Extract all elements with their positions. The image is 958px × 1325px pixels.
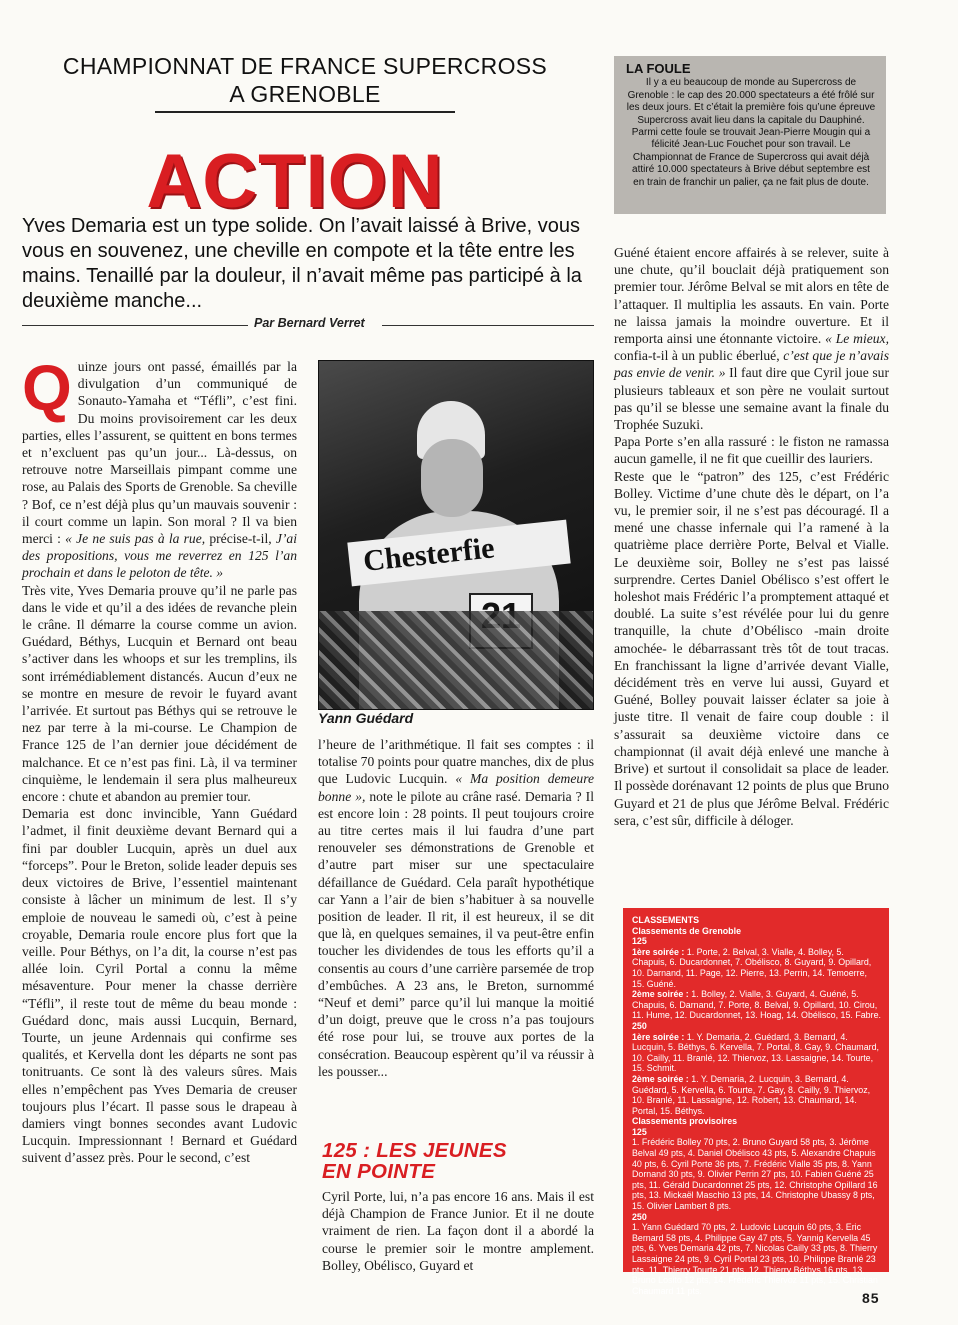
paragraph: uinze jours ont passé, émaillés par la divulgation d’un communiqué de Sonauto-Yamaha et “Téfli”, c’est fini. Du moins provisoirement car les deux parties, elles l’assurent, se quittent en bons termes et n’excluent pas qu’un jour... Là-dessus, on retrouve notre Marseillais pimpant comme une rose, au Palais des Sports de Grenoble. Sa cheville ? Bof, ce n’est déjà plus qu’un mauvais souvenir : il court comme un lapin. Son moral ? Il va bien merci : « Je ne suis pas à la rue, précise-t-il, J’ai des propositions, vous me reverrez en 125 l’an prochain et dans le peloton de tête. »	[22, 359, 297, 581]
byline	[22, 316, 594, 334]
results-category-250: 250	[632, 1020, 647, 1031]
results-entry: 1ère soirée : 1. Porte, 2. Belval, 3. Vialle, 4. Bolley, 5. Chapuis, 6. Ducardonnet, 7. Obélisco, 8. Guyard, 9. Opillard, 10. Darnand, 11. Page, 12. Pierre, 13. Perrin, 14. Temoerre, 15. Guéné.	[632, 946, 872, 989]
sidebar-text: Il y a eu beaucoup de monde au Supercross de Grenoble : le cap des 20.000 spectateurs a été frôlé sur les deux jours. Et c’était la première fois qu’une épreuve Supercross avait lieu dans la capitale du Dauphiné. Parmi cette foule se trouvait Jean-Pierre Mougin qui a félicité Jean-Luc Fouchet pour son travail. Le Championnat de France de Supercross qui avait déjà attiré 10.000 spectateurs à Brive début septembre est en train de franchir un palier, ça ne fait plus de doute.	[626, 77, 876, 188]
photo-caption: Yann Guédard	[318, 710, 414, 726]
section-subheading	[322, 1140, 592, 1182]
page-number: 85	[862, 1290, 880, 1306]
results-entry: 1. Frédéric Bolley 70 pts, 2. Bruno Guyard 58 pts, 3. Jérôme Belval 49 pts, 4. Daniel Obélisco 43 pts, 5. Alexandre Chapuis 40 pts, 6. Cyril Porte 36 pts, 7. Frédéric Vialle 35 pts, 8. Yann Dornand 30 pts, 9. Olivier Perrin 27 pts, 10. Fabien Guéné 25 pts, 11. Gérald Ducardonnet 25 pts, 12. Christophe Opillard 16 pts, 13. Mickaël Maschio 13 pts, 14. Christophe Ubassy 8 pts, 15. Olivier Lambert 8 pts.	[632, 1137, 878, 1212]
article-column-2	[318, 736, 594, 1080]
paragraph: Demaria est donc invincible, Yann Guédard l’admet, il finit deuxième devant Bernard qui a fini par doubler Lucquin, après un duel aux “forceps”. Pour le Breton, solide leader depuis ses deux victoires de Brive, l’essentiel maintenant consiste à lâcher un minimum de lest. Il s’y emploie de nouveau le samedi où, c’est à peine croyable, Demaria roule encore plus fort que la veille. Pour Béthys, on l’a dit, la course n’est pas allée loin. Cyril Portal a connu la même mésaventure. Pour mener la chasse derrière “Téfli”, il reste tout de même du beau monde : Guédard donc, mais aussi Lucquin, Bernard, Tourte, un jeune Ardennais qui confirme ses qualités, et Kervella dont les départs ne sont pas tonitruants. Ce sont là des valeurs sûres. Mais elles n’empêchent pas Yves Demaria de creuser toujours plus l’écart. Il passe sous le drapeau à damiers vingt bonnes secondes avant Ludovic Lucquin. Impressionnant ! Bernard et Guédard suivent d’assez près. Pour le second, c’est	[22, 806, 297, 1166]
drop-cap: Q	[22, 352, 72, 424]
results-prov-125-label: 125	[632, 1126, 647, 1137]
supertitle-underline	[155, 111, 455, 113]
results-title: CLASSEMENTS	[632, 915, 700, 925]
article-column-2-continued	[322, 1188, 594, 1274]
paragraph: Très vite, Yves Demaria prouve qu’il ne parle pas dans le vide et qu’il a des idées de revanche plein le crâne. Il démarre la course comme un avion. Guédard, Béthys, Lucquin et Bernard ont beau s’activer dans les whoops et sur les tremplins, ils sont irrémédiablement distancés. Aucun d’eux ne se montre en mesure de revoir le fuyard avant l’arrivée. Et surtout pas Béthys qui se retrouve le nez par terre à la mi-course. Le Champion de France 125 de l’an dernier joue décidément de malchance. Et ce n’est pas fini. Là, il va terminer cinquième, le lendemain il sera plus malheureux encore : chute et abandon au premier tour.	[22, 582, 297, 805]
paragraph: Papa Porte s’en alla rassuré : le fiston ne ramassa aucun gamelle, il ne fit que cueillir des lauriers.	[614, 434, 889, 467]
headline: ACTION	[146, 139, 444, 224]
photo-banner: Chesterfie	[347, 520, 570, 587]
results-box	[623, 908, 889, 1296]
results-prov-250-label: 250	[632, 1211, 647, 1222]
article-column-3	[614, 244, 889, 829]
byline-text: Par Bernard Verret	[254, 316, 365, 330]
results-category-125: 125	[632, 936, 647, 947]
supertitle-line-2: A GRENOBLE	[229, 81, 381, 107]
byline-rule-right	[382, 325, 594, 326]
results-entry: 2ème soirée : 1. Bolley, 2. Vialle, 3. Guyard, 4. Guéné, 5. Chapuis, 6. Darnand, 7. Porte, 8. Belval, 9. Opillard, 10. Cirou, 11. Hume, 12. Ducardonnet, 13. Hoag, 14. Obélisco, 15. Fabre.	[632, 989, 881, 1021]
sidebar-title: LA FOULE	[626, 61, 691, 76]
byline-rule-left	[22, 325, 248, 326]
supertitle-line-1: CHAMPIONNAT DE FRANCE SUPERCROSS	[62, 53, 548, 79]
paragraph: Cyril Porte, lui, n’a pas encore 16 ans. Mais il est déjà Champion de France Junior. Et il ne doute vraiment de rien. La façon dont il a abordé la course le premier soir le montre amplement. Bolley, Obélisco, Guyard et	[322, 1189, 594, 1273]
sidebar-box-la-foule	[614, 56, 886, 214]
rider-photo	[318, 360, 594, 710]
article-column-1	[22, 352, 297, 1167]
subheading-line-1: 125 : LES JEUNES	[322, 1139, 507, 1162]
results-subtitle-provisional: Classements provisoires	[632, 1116, 738, 1127]
results-subtitle-grenoble: Classements de Grenoble	[632, 925, 742, 936]
results-entry: 1. Yann Guédard 70 pts, 2. Ludovic Lucquin 60 pts, 3. Eric Bernard 58 pts, 4. Philippe Gay 47 pts, 5. Yannig Kervella 45 pts, 6. Yves Demaria 42 pts, 7. Nicolas Cailly 33 pts, 8. Thierry Lassaigne 24 pts, 9. Cyril Portal 23 pts, 10. Philippe Branlé 23 pts, 11. Thierry Tourte 21 pts, 12. Thierry Béthys 16 pts, 13. Bruno Losito 12 pts, 14. Frédéric Thiervoz 11 pts, 15. Christian Chaumard 11 pts.	[632, 1222, 878, 1296]
paragraph: Guéné étaient encore affairés à se relever, suite à une chute, qu’il bouclait déjà pratiquement son premier tour. Jérôme Belval se mit alors en tête de l’attaquer. Il multiplia les assauts. En vain. Porte ne laissa jamais la moindre ouverture. Et il remporta ainsi une étonnante victoire. « Le mieux, confia-t-il à un public éberlué, c’est que je n’avais pas envie de venir. » Il faut dire que Cyril joue sur plusieurs tableaux et son père ne voulait surtout pas qu’il se blesse une semaine avant la finale du Trophée Suzuki.	[614, 245, 890, 433]
subheading-line-2: EN POINTE	[322, 1160, 436, 1183]
paragraph: l’heure de l’arithmétique. Il fait ses comptes : il totalise 70 points pour quatre manches, dix de plus que Ludovic Lucquin. « Ma position demeure bonne », note le pilote au crâne rasé. Demaria ? Il est encore loin : 28 points. Il peut toujours croire au titre certes mais il lui faudra d’une part renouveler ses démonstrations de Grenoble et d’autre part miser sur une spectaculaire défaillance de Guédard. Cela paraît hypothétique car Yann a l’air de bien s’habituer à sa nouvelle position de leader. Il rit, il est heureux, il se dit que là, en quelques semaines, il va peut-être enfin toucher les dividendes de tous les efforts qu’il a consentis au cours d’une carrière parsemée de trop d’embûches. A 23 ans, le Breton, surnommé “Neuf et demi” parce qu’il lui manque la moitié d’un doigt, preuve que le cross n’a pas toujours été rose pour lui, se trouve aux portes de la consécration. Beaucoup espèrent qu’il va réussir à les pousser...	[318, 737, 595, 1079]
lead-paragraph: Yves Demaria est un type solide. On l’avait laissé à Brive, vous vous en souvenez, une cheville en compote et la tête entre les mains. Tenaillé par la douleur, il n’avait même pas participé à la deuxième manche...	[22, 215, 582, 312]
results-entry: 1ère soirée : 1. Y. Demaria, 2. Guédard, 3. Bernard, 4. Lucquin, 5. Béthys, 6. Kervella, 7. Portal, 8. Gay, 9. Chaumard, 10. Cailly, 11. Branlé, 12. Thiervoz, 13. Lassaigne, 14. Tourte, 15. Schmit.	[632, 1031, 879, 1074]
photo-face	[421, 439, 483, 517]
supertitle	[40, 52, 570, 113]
paragraph: Reste que le “patron” des 125, c’est Frédéric Bolley. Victime d’une chute dès le départ, on l’a vu, le premier soir, il ne s’est pas découragé. Il a mené une chasse infernale qui l’a ramené à la quatrième place derrière Porte, Belval et Vialle. Le deuxième soir, Bolley ne s’est pas laissé surprendre. Certes Daniel Obélisco s’est offert le holeshot mais Frédéric l’a promptement attaqué et doublé. La suite s’est révélée pour lui du genre tranquille, la chute d’Obélisco -main droite amochée- le débarrassant très tôt de tout tracas. En franchissant la ligne d’arrivée devant Vialle, décidément très en verve lui aussi, Guyard et Guéné, Bolley pouvait laisser éclater sa joie à juste titre. Il venait de faire coup double : il s’assurait sa deuxième victoire dans ce championnat (il avait déjà enlevé une manche à Brive) et surtout il consolidait sa place de leader. Il possède dorénavant 12 points de plus que Bruno Guyard et 21 de plus que Jérôme Belval. Frédéric sera, c’est sûr, difficile à déloger.	[614, 468, 889, 828]
results-entry: 2ème soirée : 1. Y. Demaria, 2. Lucquin, 3. Bernard, 4. Guédard, 5. Kervella, 6. Tourte, 7. Gay, 8. Cailly, 9. Thiervoz, 10. Branlé, 11. Lassaigne, 12. Robert, 13. Chaumard, 14. Portal, 15. Béthys.	[632, 1073, 871, 1116]
photo-flowers	[319, 611, 593, 709]
